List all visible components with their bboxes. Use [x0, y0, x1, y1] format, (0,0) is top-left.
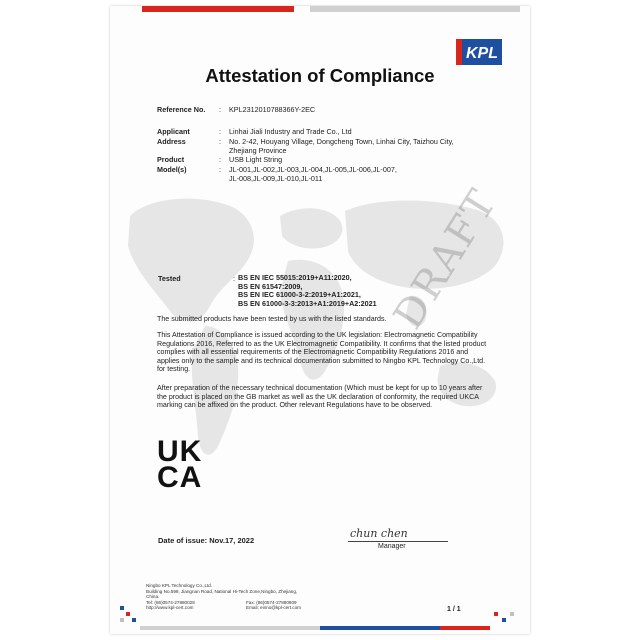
standard-item: BS EN 61547:2009, — [238, 281, 303, 291]
corner-square — [120, 606, 124, 610]
standard-item: BS EN 61000-3-3:2013+A1:2019+A2:2021 — [238, 298, 377, 308]
manager-signature — [342, 521, 452, 543]
field-label: Reference No. — [157, 105, 206, 114]
field-value: JL-001,JL-002,JL-003,JL-004,JL-005,JL-006,JL-007, JL-008,JL-009,JL-010,JL-011 — [229, 165, 397, 183]
field-label: Product — [157, 155, 185, 164]
paragraph-tested: The submitted products have been tested by us with the listed standards. — [157, 315, 387, 323]
certificate-page: KPL Attestation of Compliance Reference No. : KPL2312010788366Y-2EC Applicant : Linhai Jiali Industry and Trade Co., Ltd Address : No. 2-42, Houyang Village, Dongcheng Town, Linhai City, Taizhou City, Zhejiang Province Product : USB Light String Model(s) : JL-001,JL-002,JL-003,JL-004,JL-005,JL-006,JL-007, JL-008,JL-009,JL-010,JL-011 DRAFT Tested : BS EN IEC 55015:2019+A11:2020, BS EN 61547:2009, BS EN IEC 61000-3-2:2019+A1:2021, BS EN 61000-3-3:2013+A1:2019+A2:2021 The submitted products have been tested by us with the listed standards. This Attestation of Compliance is issued according to the UK legislation: Electromagnetic Compatibility Regulations 2016, Referred to as the UK Electromagnetic Compatibility. It confirms that the listed product complies with all essential requirements of the Electromagnetic Compatibility Regulations 2016 and applies only to the sample and its technical documentation submitted to Ningbo KPL Technology Co.,Ltd. for testing. After preparation of the necessary technical documentation (Which must be kept for up to 10 years after the product is placed on the GB market as well as the UK declaration of conformity, the required UKCA marking can be affixed on the product. Other relevant Regulations have to be observed. UK CA Date of issue: Nov.17, 2022 chun chen Manager Ningbo KPL Technology Co.,Ltd. Building No.599, Jiangnan Road, National Hi-Tech Zone,Ningbo, Zhejiang, China. Tel: (86)0574-27880028 Fax: (86)0574-27880809 http://www.kpl-cert.com Email: einno@kpl-cert.com 1 / 1 — [110, 6, 530, 634]
footer-email: Email: einno@kpl-cert.com — [246, 605, 301, 610]
tested-label: Tested — [158, 274, 181, 283]
kpl-logo — [456, 39, 502, 65]
field-label: Applicant — [157, 127, 190, 136]
signature-role: Manager — [378, 543, 406, 550]
standard-item: BS EN IEC 61000-3-2:2019+A1:2021, — [238, 290, 361, 300]
page-number: 1 / 1 — [447, 606, 461, 613]
corner-square — [126, 612, 130, 616]
corner-square — [494, 612, 498, 616]
footer-company: Ningbo KPL Technology Co.,Ltd. — [146, 583, 213, 588]
bottom-blue-bar — [320, 626, 440, 630]
footer-country: China. — [146, 594, 160, 599]
signature-line — [348, 541, 448, 542]
ukca-mark — [157, 435, 207, 494]
bottom-gray-bar — [140, 626, 320, 630]
top-gray-bar — [310, 6, 520, 12]
corner-square — [502, 618, 506, 622]
footer-tel: Tel: (86)0574-27880028 — [146, 599, 195, 605]
field-label: Model(s) — [157, 165, 187, 174]
draft-watermark: DRAFT — [385, 180, 507, 338]
top-red-bar — [142, 6, 294, 12]
issue-date: Date of issue: Nov.17, 2022 — [158, 536, 255, 545]
bottom-red-bar — [440, 626, 490, 630]
field-value: USB Light String — [229, 155, 283, 164]
footer-fax: Fax: (86)0574-27880809 — [246, 599, 297, 605]
signature-script: chun chen — [350, 527, 408, 540]
field-label: Address — [157, 137, 186, 146]
ukca-line2: CA — [157, 461, 203, 494]
paragraph-documentation: After preparation of the necessary technical documentation (Which must be kept for up to 10 years after the product is placed on the GB market as well as the UK declaration of conformity, the required UKCA marking can be affixed on the product. Other relevant Regulations have to be observed. — [157, 384, 483, 409]
field-value: No. 2-42, Houyang Village, Dongcheng Town, Linhai City, Taizhou City, Zhejiang Province — [229, 137, 454, 155]
corner-square — [510, 612, 514, 616]
footer-contact — [146, 583, 301, 611]
ukca-line1: UK — [157, 435, 203, 468]
field-value: KPL2312010788366Y-2EC — [229, 105, 316, 114]
footer-address: Building No.599, Jiangnan Road, National Hi-Tech Zone,Ningbo, Zhejiang, — [146, 588, 298, 594]
standard-item: BS EN IEC 55015:2019+A11:2020, — [238, 273, 352, 282]
paragraph-legislation: This Attestation of Compliance is issued according to the UK legislation: Electromagnetic Compatibility Regulations 2016, Referred to as the UK Electromagnetic Compatibility. It confirms that the listed product complies with all essential requirements of the Electromagnetic Compatibility Regulations 2016 and applies only to the sample and its technical documentation submitted to Ningbo KPL Technology Co.,Ltd. for testing. — [157, 331, 487, 373]
document-title: Attestation of Compliance — [205, 65, 435, 86]
field-value: Linhai Jiali Industry and Trade Co., Ltd — [229, 127, 352, 136]
footer-web: http://www.kpl-cert.com — [146, 605, 194, 610]
tested-standards — [238, 274, 377, 308]
corner-square — [132, 618, 136, 622]
logo-text: KPL — [466, 45, 498, 62]
corner-square — [120, 618, 124, 622]
